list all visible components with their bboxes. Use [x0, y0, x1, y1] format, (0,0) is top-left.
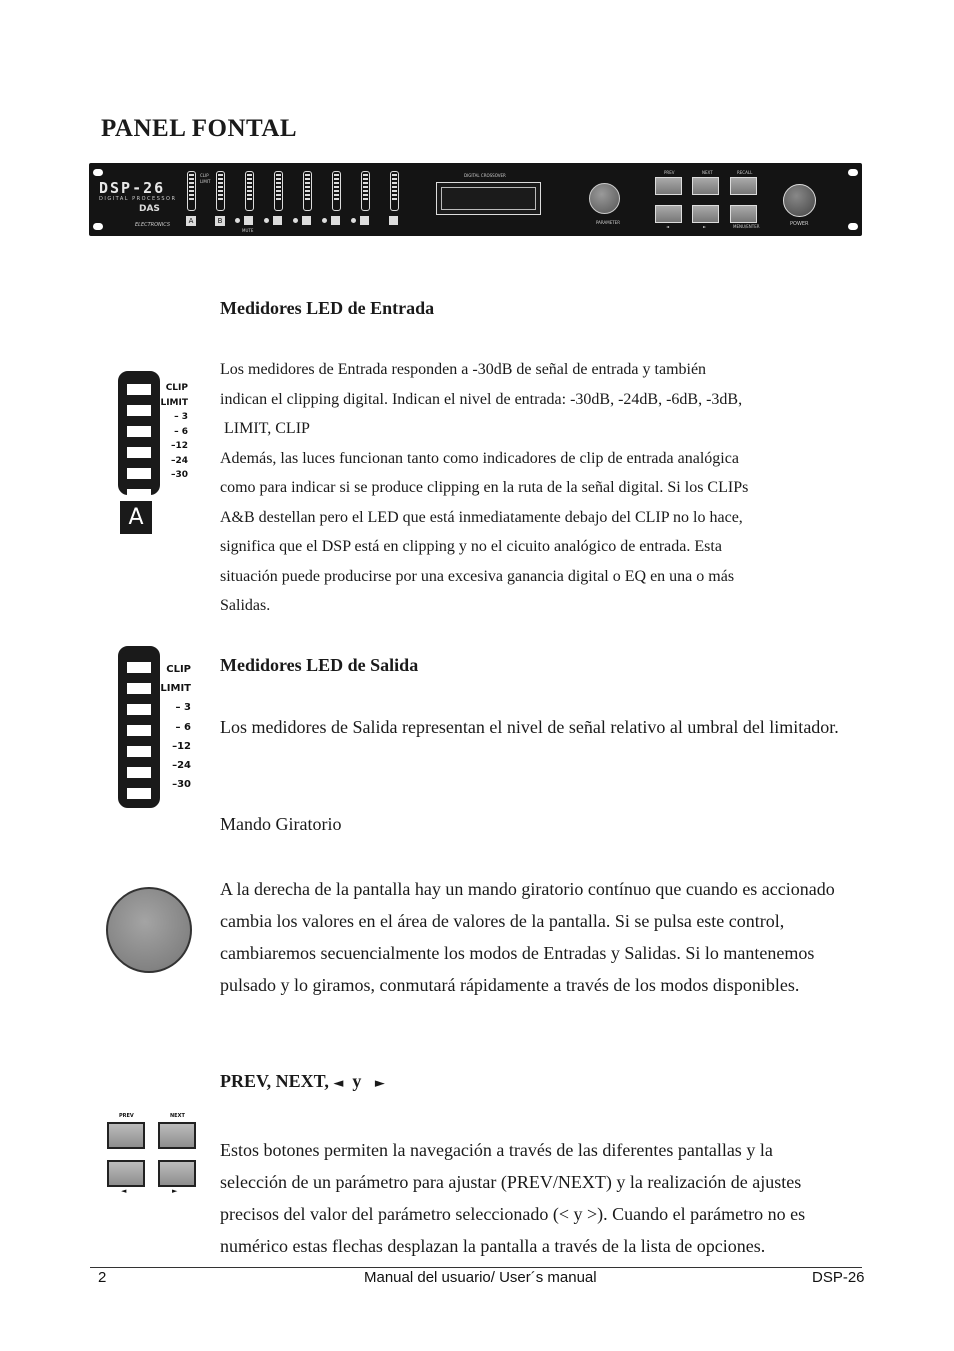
next-label: NEXT [702, 170, 713, 175]
input-meter-labels [160, 381, 188, 483]
input-meter-a [187, 171, 196, 211]
meter-label: – 6 [174, 426, 188, 437]
input-meters-heading: Medidores LED de Entrada [220, 298, 435, 318]
display-label: DIGITAL CROSSOVER [464, 173, 506, 178]
text-line: precisos del valor del parámetro seleccionado (< y >). Cuando el parámetro no es [220, 1204, 806, 1224]
text-line: Los medidores de Entrada responden a -30dB de señal de entrada y también [220, 361, 707, 378]
panel-logo: DAS [139, 204, 160, 214]
rack-hole [93, 169, 103, 176]
meter-label: –30 [172, 779, 191, 791]
front-panel-image [89, 163, 862, 236]
page-title: PANEL FONTAL [101, 115, 298, 142]
text-line: A la derecha de la pantalla hay un mando giratorio contínuo que cuando es accionado [220, 879, 835, 899]
footer-title: Manual del usuario/ User´s manual [364, 1269, 597, 1286]
meter-label: –30 [170, 470, 188, 480]
menu-enter-button[interactable] [730, 205, 757, 223]
text-line: cambia los valores en el área de valores de la pantalla. Si se pulsa este control, [220, 911, 785, 931]
text-line: LIMIT, CLIP [220, 420, 310, 437]
meter-label: – 3 [174, 412, 188, 422]
output-meter [390, 171, 399, 211]
text-line: Además, las luces funcionan tanto como indicadores de clip de entrada analógica [220, 449, 739, 467]
meter-label: – 3 [175, 702, 191, 714]
meter-label: CLIP [166, 664, 191, 675]
output-meters-text: Los medidores de Salida representan el nivel de señal relativo al umbral del limitador. [220, 717, 839, 737]
knob-heading: Mando Giratorio [220, 814, 342, 834]
text-line: como para indicar si se produce clipping en la ruta de la señal digital. Si los CLIPs [220, 479, 749, 496]
left-button[interactable] [655, 205, 682, 223]
meter-clip-label: CLIP [200, 173, 209, 178]
text-line: Estos botones permiten la navegación a través de las diferentes pantallas y la [220, 1140, 773, 1160]
text-line: situación puede producirse por una excesiva ganancia digital o EQ en una o más [220, 567, 735, 585]
output-meter-illustration [118, 646, 160, 808]
meter-label: LIMIT [160, 683, 191, 695]
text-line: indican el clipping digital. Indican el nivel de entrada: -30dB, -24dB, -6dB, -3dB, [220, 390, 743, 408]
mute-button[interactable] [331, 216, 340, 225]
right-button-illustration [158, 1160, 196, 1187]
panel-brand: DSP-26 [99, 179, 166, 197]
mute-led [264, 218, 269, 223]
text-line: Salidas. [220, 597, 271, 614]
next-button-illustration [158, 1122, 196, 1149]
prev-label: PREV [664, 170, 675, 175]
recall-button[interactable] [730, 177, 757, 195]
output-meter [332, 171, 341, 211]
prev-button[interactable] [655, 177, 682, 195]
mute-button[interactable] [389, 216, 398, 225]
power-switch[interactable] [783, 184, 816, 217]
mute-button[interactable] [273, 216, 282, 225]
text-line: A&B destellan pero el LED que está inmediatamente debajo del CLIP no lo hace, [220, 508, 743, 526]
meter-label: –24 [170, 455, 188, 466]
meter-label: –12 [170, 441, 188, 451]
text-line: numérico estas flechas desplazan la pantalla a través de la lista de opciones. [220, 1236, 766, 1256]
text-line: pulsado y lo giramos, conmutará rápidamente a través de los modos disponibles. [220, 975, 800, 995]
output-meter [303, 171, 312, 211]
rack-hole [848, 169, 858, 176]
left-arrow-icon: ◄ [333, 1076, 344, 1091]
footer-divider [90, 1267, 862, 1268]
nav-heading-y: y [352, 1071, 362, 1091]
mute-led [235, 218, 240, 223]
meter-label: – 6 [175, 721, 191, 733]
nav-heading-prefix: PREV, NEXT, [220, 1071, 329, 1091]
prev-label: PREV [119, 1113, 134, 1119]
mute-button[interactable] [360, 216, 369, 225]
menu-enter-label: MENU/ENTER [733, 224, 760, 229]
right-arrow-icon: ► [172, 1187, 178, 1195]
left-arrow-icon: ◄ [121, 1187, 127, 1195]
rack-hole [848, 223, 858, 230]
left-button-illustration [107, 1160, 145, 1187]
channel-b-label: B [215, 216, 225, 226]
mute-led [351, 218, 356, 223]
channel-a-label: A [186, 216, 196, 226]
channel-a-box: A [120, 501, 152, 534]
meter-label: –12 [172, 740, 191, 752]
text-line: cambiaremos secuencialmente los modos de Entradas y Salidas. Si lo mantenemos [220, 943, 815, 963]
nav-heading [220, 1071, 385, 1092]
output-meter [245, 171, 254, 211]
parameter-knob[interactable] [589, 183, 620, 214]
mute-led [322, 218, 327, 223]
mute-label: MUTE [242, 228, 254, 233]
lcd-screen [441, 187, 536, 210]
prev-button-illustration [107, 1122, 145, 1149]
output-meter-labels [160, 660, 191, 794]
output-meter [361, 171, 370, 211]
page-number: 2 [98, 1269, 107, 1286]
right-button[interactable] [692, 205, 719, 223]
panel-subtitle: DIGITAL PROCESSOR [99, 196, 177, 202]
footer-model: DSP-26 [812, 1269, 865, 1286]
mute-led [293, 218, 298, 223]
input-meter-illustration [118, 371, 160, 495]
output-meter [274, 171, 283, 211]
next-button[interactable] [692, 177, 719, 195]
knob-label: PARAMETER [596, 220, 620, 225]
rack-hole [93, 223, 103, 230]
mute-button[interactable] [302, 216, 311, 225]
nav-text [220, 1134, 900, 1262]
recall-label: RECALL [737, 170, 753, 175]
text-line: selección de un parámetro para ajustar (PREV/NEXT) y la realización de ajustes [220, 1172, 802, 1192]
output-meters-heading: Medidores LED de Salida [220, 655, 419, 675]
next-label: NEXT [170, 1113, 185, 1119]
meter-label: LIMIT [160, 397, 188, 408]
panel-maker: ELECTRONICS [135, 222, 171, 228]
right-arrow-label: ► [703, 224, 707, 229]
power-label: POWER [790, 221, 809, 227]
lcd-display [436, 182, 541, 215]
right-arrow-icon: ► [374, 1076, 385, 1091]
text-line: significa que el DSP está en clipping y no el cicuito analógico de entrada. Esta [220, 538, 722, 555]
input-meters-text [220, 355, 840, 621]
meter-label: CLIP [165, 383, 188, 393]
meter-limit-label: LIMIT [200, 179, 211, 184]
rotary-knob-illustration [106, 887, 192, 973]
mute-button[interactable] [244, 216, 253, 225]
input-meter-b [216, 171, 225, 211]
knob-text [220, 873, 900, 1001]
meter-label: –24 [172, 760, 191, 772]
left-arrow-label: ◄ [666, 224, 670, 229]
